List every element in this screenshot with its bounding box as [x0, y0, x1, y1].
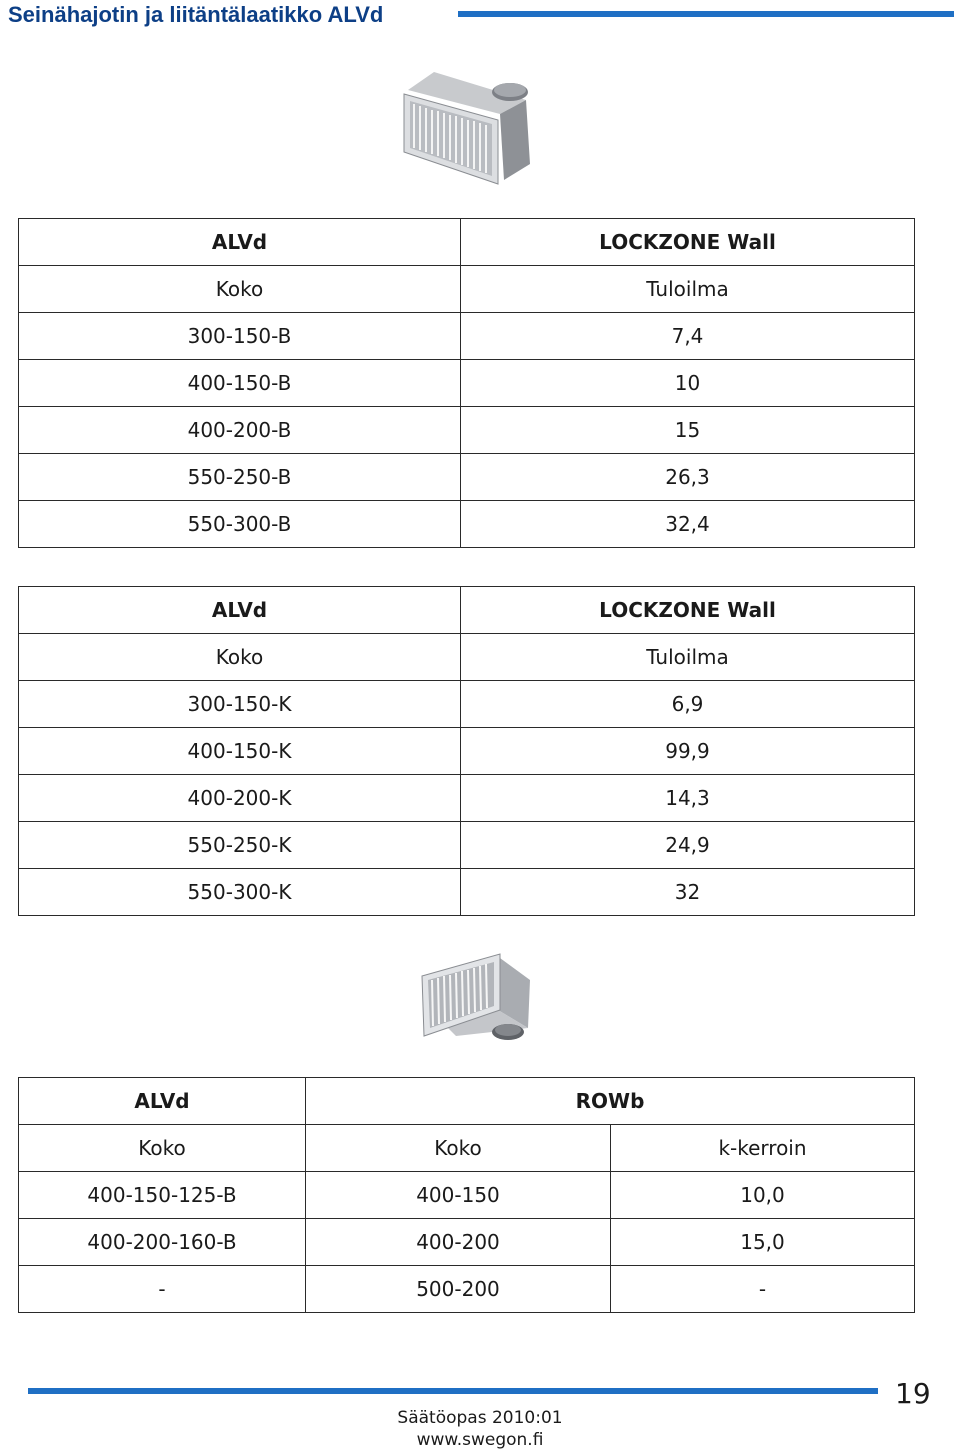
table-row: [19, 1172, 915, 1219]
table-row: [19, 681, 915, 728]
page-title: Seinähajotin ja liitäntälaatikko ALVd: [8, 2, 384, 27]
table-row: [19, 728, 915, 775]
table-subheader-row: [19, 634, 915, 681]
column-subheader: Tuloilma: [461, 634, 915, 681]
table-cell: 32: [461, 869, 915, 916]
spec-table-rowb: [18, 1077, 915, 1313]
table-header-row: [19, 587, 915, 634]
table-cell: 550-250-B: [19, 454, 461, 501]
table-row: [19, 822, 915, 869]
spec-table-k: [18, 586, 915, 916]
table-cell: 32,4: [461, 501, 915, 548]
table-cell: 26,3: [461, 454, 915, 501]
table-cell: 300-150-B: [19, 313, 461, 360]
column-subheader: Tuloilma: [461, 266, 915, 313]
column-subheader: Koko: [19, 1125, 306, 1172]
table-cell: 7,4: [461, 313, 915, 360]
table-cell: 400-200-160-B: [19, 1219, 306, 1266]
table-cell: 14,3: [461, 775, 915, 822]
column-header: ALVd: [19, 219, 461, 266]
column-header: ALVd: [19, 587, 461, 634]
table-row: [19, 501, 915, 548]
table-row: [19, 1266, 915, 1313]
table-row: [19, 775, 915, 822]
spec-table-b: [18, 218, 915, 548]
footer-accent-bar: [28, 1388, 878, 1394]
column-subheader: k-kerroin: [611, 1125, 915, 1172]
publication-title: Säätöopas 2010:01: [397, 1408, 563, 1428]
table-cell: 15: [461, 407, 915, 454]
table-cell: -: [19, 1266, 306, 1313]
website-link[interactable]: www.swegon.fi: [416, 1430, 544, 1450]
table-row: [19, 869, 915, 916]
table-cell: 400-150: [306, 1172, 611, 1219]
table-cell: 300-150-K: [19, 681, 461, 728]
table-cell: 400-150-K: [19, 728, 461, 775]
table-cell: 10,0: [611, 1172, 915, 1219]
table-cell: 15,0: [611, 1219, 915, 1266]
column-header: ALVd: [19, 1078, 306, 1125]
table-row: [19, 407, 915, 454]
table-cell: 550-250-K: [19, 822, 461, 869]
column-subheader: Koko: [19, 266, 461, 313]
table-cell: 400-200-B: [19, 407, 461, 454]
table-cell: 10: [461, 360, 915, 407]
table-cell: 400-150-B: [19, 360, 461, 407]
table-row: [19, 454, 915, 501]
table-row: [19, 360, 915, 407]
table-cell: 400-200: [306, 1219, 611, 1266]
table-cell: 6,9: [461, 681, 915, 728]
product-image-wall-diffuser: [398, 68, 538, 186]
table-cell: 400-200-K: [19, 775, 461, 822]
column-header: LOCKZONE Wall: [461, 587, 915, 634]
table-cell: 99,9: [461, 728, 915, 775]
table-cell: 400-150-125-B: [19, 1172, 306, 1219]
column-subheader: Koko: [306, 1125, 611, 1172]
table-header-row: [19, 219, 915, 266]
table-header-row: [19, 1078, 915, 1125]
table-cell: 500-200: [306, 1266, 611, 1313]
table-subheader-row: [19, 1125, 915, 1172]
table-cell: 550-300-B: [19, 501, 461, 548]
table-subheader-row: [19, 266, 915, 313]
page-number: 19: [895, 1377, 931, 1410]
table-row: [19, 1219, 915, 1266]
column-subheader: Koko: [19, 634, 461, 681]
column-header: LOCKZONE Wall: [461, 219, 915, 266]
table-cell: -: [611, 1266, 915, 1313]
title-accent-bar: [458, 11, 954, 17]
table-cell: 24,9: [461, 822, 915, 869]
table-cell: 550-300-K: [19, 869, 461, 916]
column-header: ROWb: [306, 1078, 915, 1125]
table-row: [19, 313, 915, 360]
product-image-ceiling-diffuser: [412, 950, 534, 1050]
